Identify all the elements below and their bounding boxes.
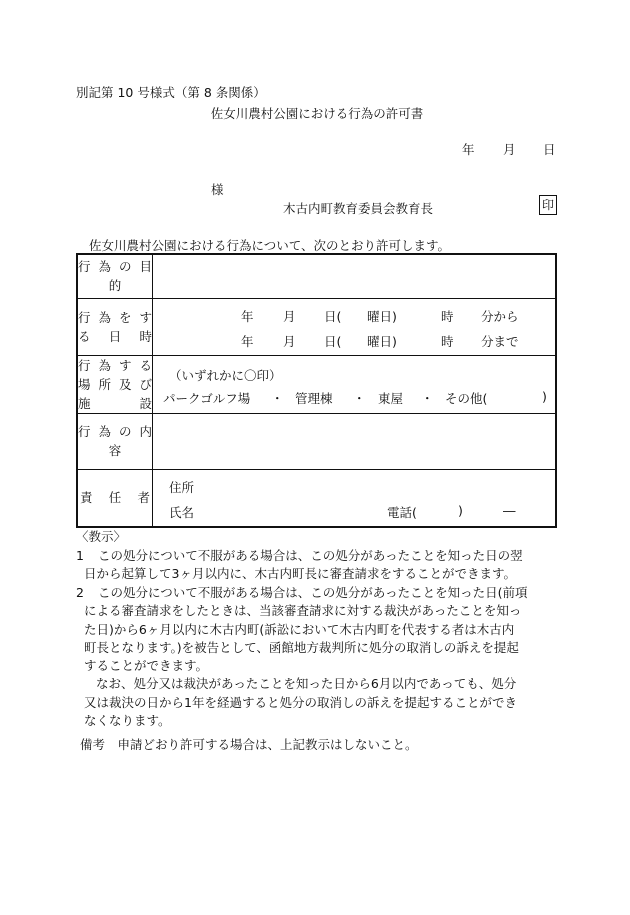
from-weekday: 曜日) [367,308,397,324]
option-other[interactable]: その他( [445,390,488,406]
document-title: 佐女川農村公園における行為の許可書 [210,106,424,121]
phone-label: 電話( [387,504,417,520]
form-number: 別記第 10 号様式（第 8 条関係） [76,85,266,100]
from-hour: 時 [441,308,454,324]
from-month: 月 [283,308,296,324]
datetime-field[interactable] [153,298,557,355]
purpose-row [77,254,556,298]
responsible-label: 責任者 [77,469,153,527]
seal-stamp: 印 [539,195,557,215]
from-day: 日( [324,308,342,324]
datetime-row [77,298,556,355]
notes-heading: 〈教示〉 [76,529,127,544]
phone-dash: ― [503,502,516,518]
note-item-2: 2 この処分について不服がある場合は、この処分があったことを知った日(前項 による審査請求をしたときは、当該審査請求に対する裁決があったことを知っ た日)から6ヶ月以内に木古内町(訴訟において木古内町を代表する者は木古内 町長となります。)を被告として、函館地方裁判所に処分の取消しの訴えを提起 することができます。 なお、処分又は裁決があったことを知った日から6月以内であっても、処分 又は裁決の日から1年を経過すると処分の取消しの訴えを提起することができ なくなります。 [76,585,528,729]
name-label: 氏名 [169,504,195,520]
place-row [77,355,556,413]
to-minute: 分まで [481,333,519,349]
from-minute: 分から [481,308,519,324]
option-gazebo[interactable]: 東屋 [378,390,404,406]
responsible-row [77,469,556,527]
place-instruction: （いずれかに〇印） [169,367,282,383]
phone-close: ) [458,502,463,518]
intro-text: 佐女川農村公園における行為について、次のとおり許可します。 [89,238,451,253]
issuer: 木古内町教育委員会教育長 [283,201,434,216]
to-year: 年 [241,333,254,349]
date-month: 月 [503,142,516,157]
responsible-field [153,469,557,527]
note-item-1: 1 この処分について不服がある場合は、この処分があったことを知った日の翌 日から起算して3ヶ月以内に、木古内町長に審査請求をすることができます。 [76,548,523,582]
place-field [153,355,557,413]
date-year: 年 [462,142,475,157]
content-label: 行為の内 容 [77,413,153,469]
to-month: 月 [283,333,296,349]
option-park-golf[interactable]: パークゴルフ場 [163,390,251,406]
content-field[interactable] [153,413,557,469]
remark: 備考 申請どおり許可する場合は、上記教示はしないこと。 [80,737,418,752]
datetime-label: 行為をす る日時 [77,298,153,355]
address-label: 住所 [169,479,195,495]
addressee-suffix: 様 [211,182,224,197]
option-separator: ・ [353,390,366,406]
place-label: 行為する 場所及び 施設 [77,355,153,413]
option-management-building[interactable]: 管理棟 [295,390,333,406]
to-day: 日( [324,333,342,349]
option-separator: ・ [421,390,434,406]
to-hour: 時 [441,333,454,349]
purpose-field[interactable] [153,254,557,298]
option-other-close: ) [542,388,547,404]
permit-form-table [76,253,557,528]
to-weekday: 曜日) [367,333,397,349]
option-separator: ・ [271,390,284,406]
from-year: 年 [241,308,254,324]
content-row [77,413,556,469]
purpose-label: 行為の目 的 [77,254,153,298]
date-day: 日 [543,142,556,157]
